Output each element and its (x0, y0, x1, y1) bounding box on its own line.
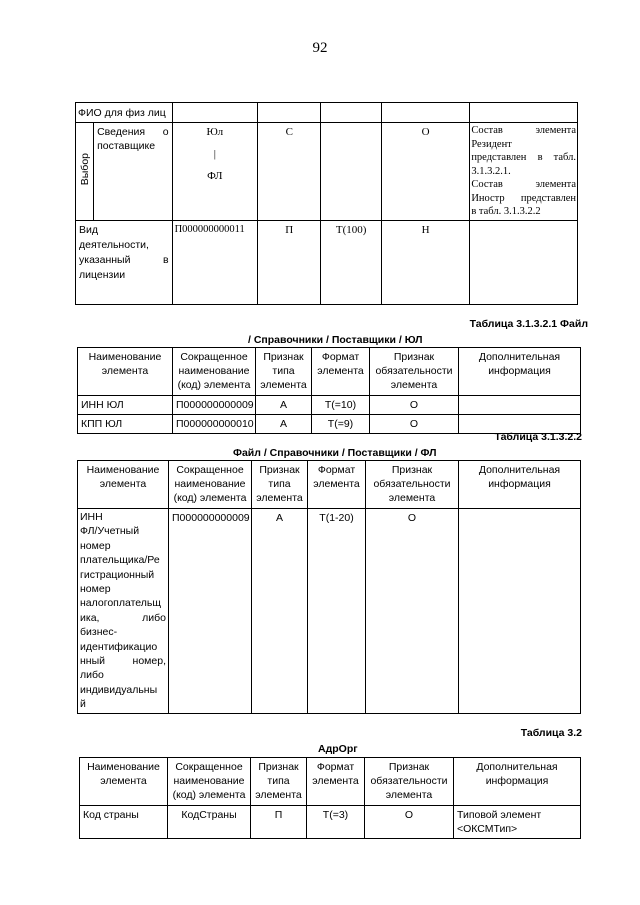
cell-info: Типовой элемент <ОКСМТип> (454, 806, 581, 839)
cell-format: Т(1-20) (308, 509, 366, 714)
table2-caption-number: Таблица 3.1.3.2.2 (494, 431, 582, 443)
cell-type: А (252, 509, 308, 714)
header-type: Признак типа элемента (252, 461, 308, 509)
info-line: Резидент (471, 138, 512, 150)
supplier-info-label (94, 123, 172, 221)
info-line: представлен в табл. (471, 152, 576, 163)
activity-type: П (258, 221, 321, 305)
info-line: в табл. 3.1.3.2.2 (471, 206, 541, 217)
choice-label: Выбор (78, 153, 91, 186)
choice-cell (76, 123, 94, 221)
cell-obligation: О (370, 415, 459, 434)
header-type: Признак типа элемента (256, 348, 312, 396)
name-line: бизнес- (80, 626, 118, 639)
cell-name (78, 509, 169, 714)
continuation-table (75, 102, 578, 305)
code-cell (172, 123, 258, 221)
activity-info (470, 221, 578, 305)
cell-obligation: О (370, 396, 459, 415)
cell-type: П (251, 806, 307, 839)
table3-caption-path: АдрОрг (318, 743, 358, 755)
name-line: й (80, 698, 86, 711)
code-separator: | (213, 148, 216, 160)
name-line: идентификацио (80, 640, 158, 653)
header-name: Наименование элемента (78, 348, 173, 396)
name-line: налогоплательщ (80, 597, 162, 610)
header-info: Дополнительная информация (459, 348, 581, 396)
header-format: Формат элемента (312, 348, 370, 396)
name-line: нный номер, (80, 655, 166, 668)
table-row (78, 509, 581, 714)
header-obligation: Признак обязательности элемента (365, 758, 454, 806)
info-line: Состав элемента (471, 179, 576, 190)
table-3-1-3-2-2 (77, 460, 581, 714)
name-line: гистрационный (80, 568, 155, 581)
info-line: 3.1.3.2.1. (471, 165, 511, 177)
table-3-1-3-2-1 (77, 347, 581, 434)
cell-name: КПП ЮЛ (78, 415, 173, 434)
activity-code: П000000000011 (172, 221, 258, 305)
name-line: ФЛ/Учетный (80, 525, 140, 538)
activity-line: Вид (79, 224, 98, 236)
header-info: Дополнительная информация (459, 461, 581, 509)
table1-caption-path: / Справочники / Поставщики / ЮЛ (248, 334, 423, 346)
cell-info (459, 509, 581, 714)
code-b: ФЛ (207, 170, 223, 182)
name-line: плательщика/Ре (80, 554, 160, 567)
header-type: Признак типа элемента (251, 758, 307, 806)
activity-label (76, 221, 173, 305)
activity-line: указанный в (79, 254, 169, 266)
cell-obligation: О (365, 806, 454, 839)
cell-obligation: О (366, 509, 459, 714)
cell-format: Т(=3) (307, 806, 365, 839)
table-row (78, 396, 581, 415)
cell-format: Т(=10) (312, 396, 370, 415)
name-line: номер (80, 539, 111, 552)
header-name: Наименование элемента (80, 758, 168, 806)
name-line: номер (80, 583, 111, 596)
cell-info (459, 396, 581, 415)
cell-code: КодСтраны (168, 806, 251, 839)
page-number: 92 (312, 40, 328, 56)
cell-name: Код страны (80, 806, 168, 839)
header-code: Сокращенное наименование (код) элемента (169, 461, 252, 509)
header-obligation: Признак обязательности элемента (370, 348, 459, 396)
name-line: либо (80, 669, 104, 682)
info-line: Состав элемента (471, 125, 576, 136)
table3-caption-number: Таблица 3.2 (520, 727, 582, 739)
cell-code: П000000000009 (173, 396, 256, 415)
activity-format: Т(100) (321, 221, 381, 305)
cell-type: А (256, 396, 312, 415)
header-obligation: Признак обязательности элемента (366, 461, 459, 509)
type-cell: С (258, 123, 321, 221)
table-row (80, 806, 581, 839)
code-a: Юл (206, 126, 224, 138)
format-cell (321, 123, 381, 221)
table1-caption-number: Таблица 3.1.3.2.1 Файл (469, 318, 588, 330)
header-format: Формат элемента (308, 461, 366, 509)
fio-label: ФИО для физ лиц (76, 103, 173, 123)
info-cell (470, 123, 578, 221)
header-format: Формат элемента (307, 758, 365, 806)
cell-format: Т(=9) (312, 415, 370, 434)
activity-line: лицензии (79, 269, 126, 281)
name-line: ИНН (80, 511, 103, 523)
info-line: Иностр представлен (471, 192, 576, 204)
supplier-info-text: Сведения о поставщике (97, 126, 169, 152)
name-line: индивидуальны (80, 683, 158, 696)
activity-obligation: Н (381, 221, 470, 305)
header-info: Дополнительная информация (454, 758, 581, 806)
header-code: Сокращенное наименование (код) элемента (168, 758, 251, 806)
header-code: Сокращенное наименование (код) элемента (173, 348, 256, 396)
cell-name: ИНН ЮЛ (78, 396, 173, 415)
header-name: Наименование элемента (78, 461, 169, 509)
table2-caption-path: Файл / Справочники / Поставщики / ФЛ (233, 447, 437, 459)
cell-type: А (256, 415, 312, 434)
obligation-cell: О (381, 123, 470, 221)
cell-code: П000000000009 (169, 509, 252, 714)
cell-code: П000000000010 (173, 415, 256, 434)
activity-line: деятельности, (79, 239, 149, 251)
table-3-2 (79, 757, 581, 839)
name-line: ика, либо (80, 611, 166, 624)
